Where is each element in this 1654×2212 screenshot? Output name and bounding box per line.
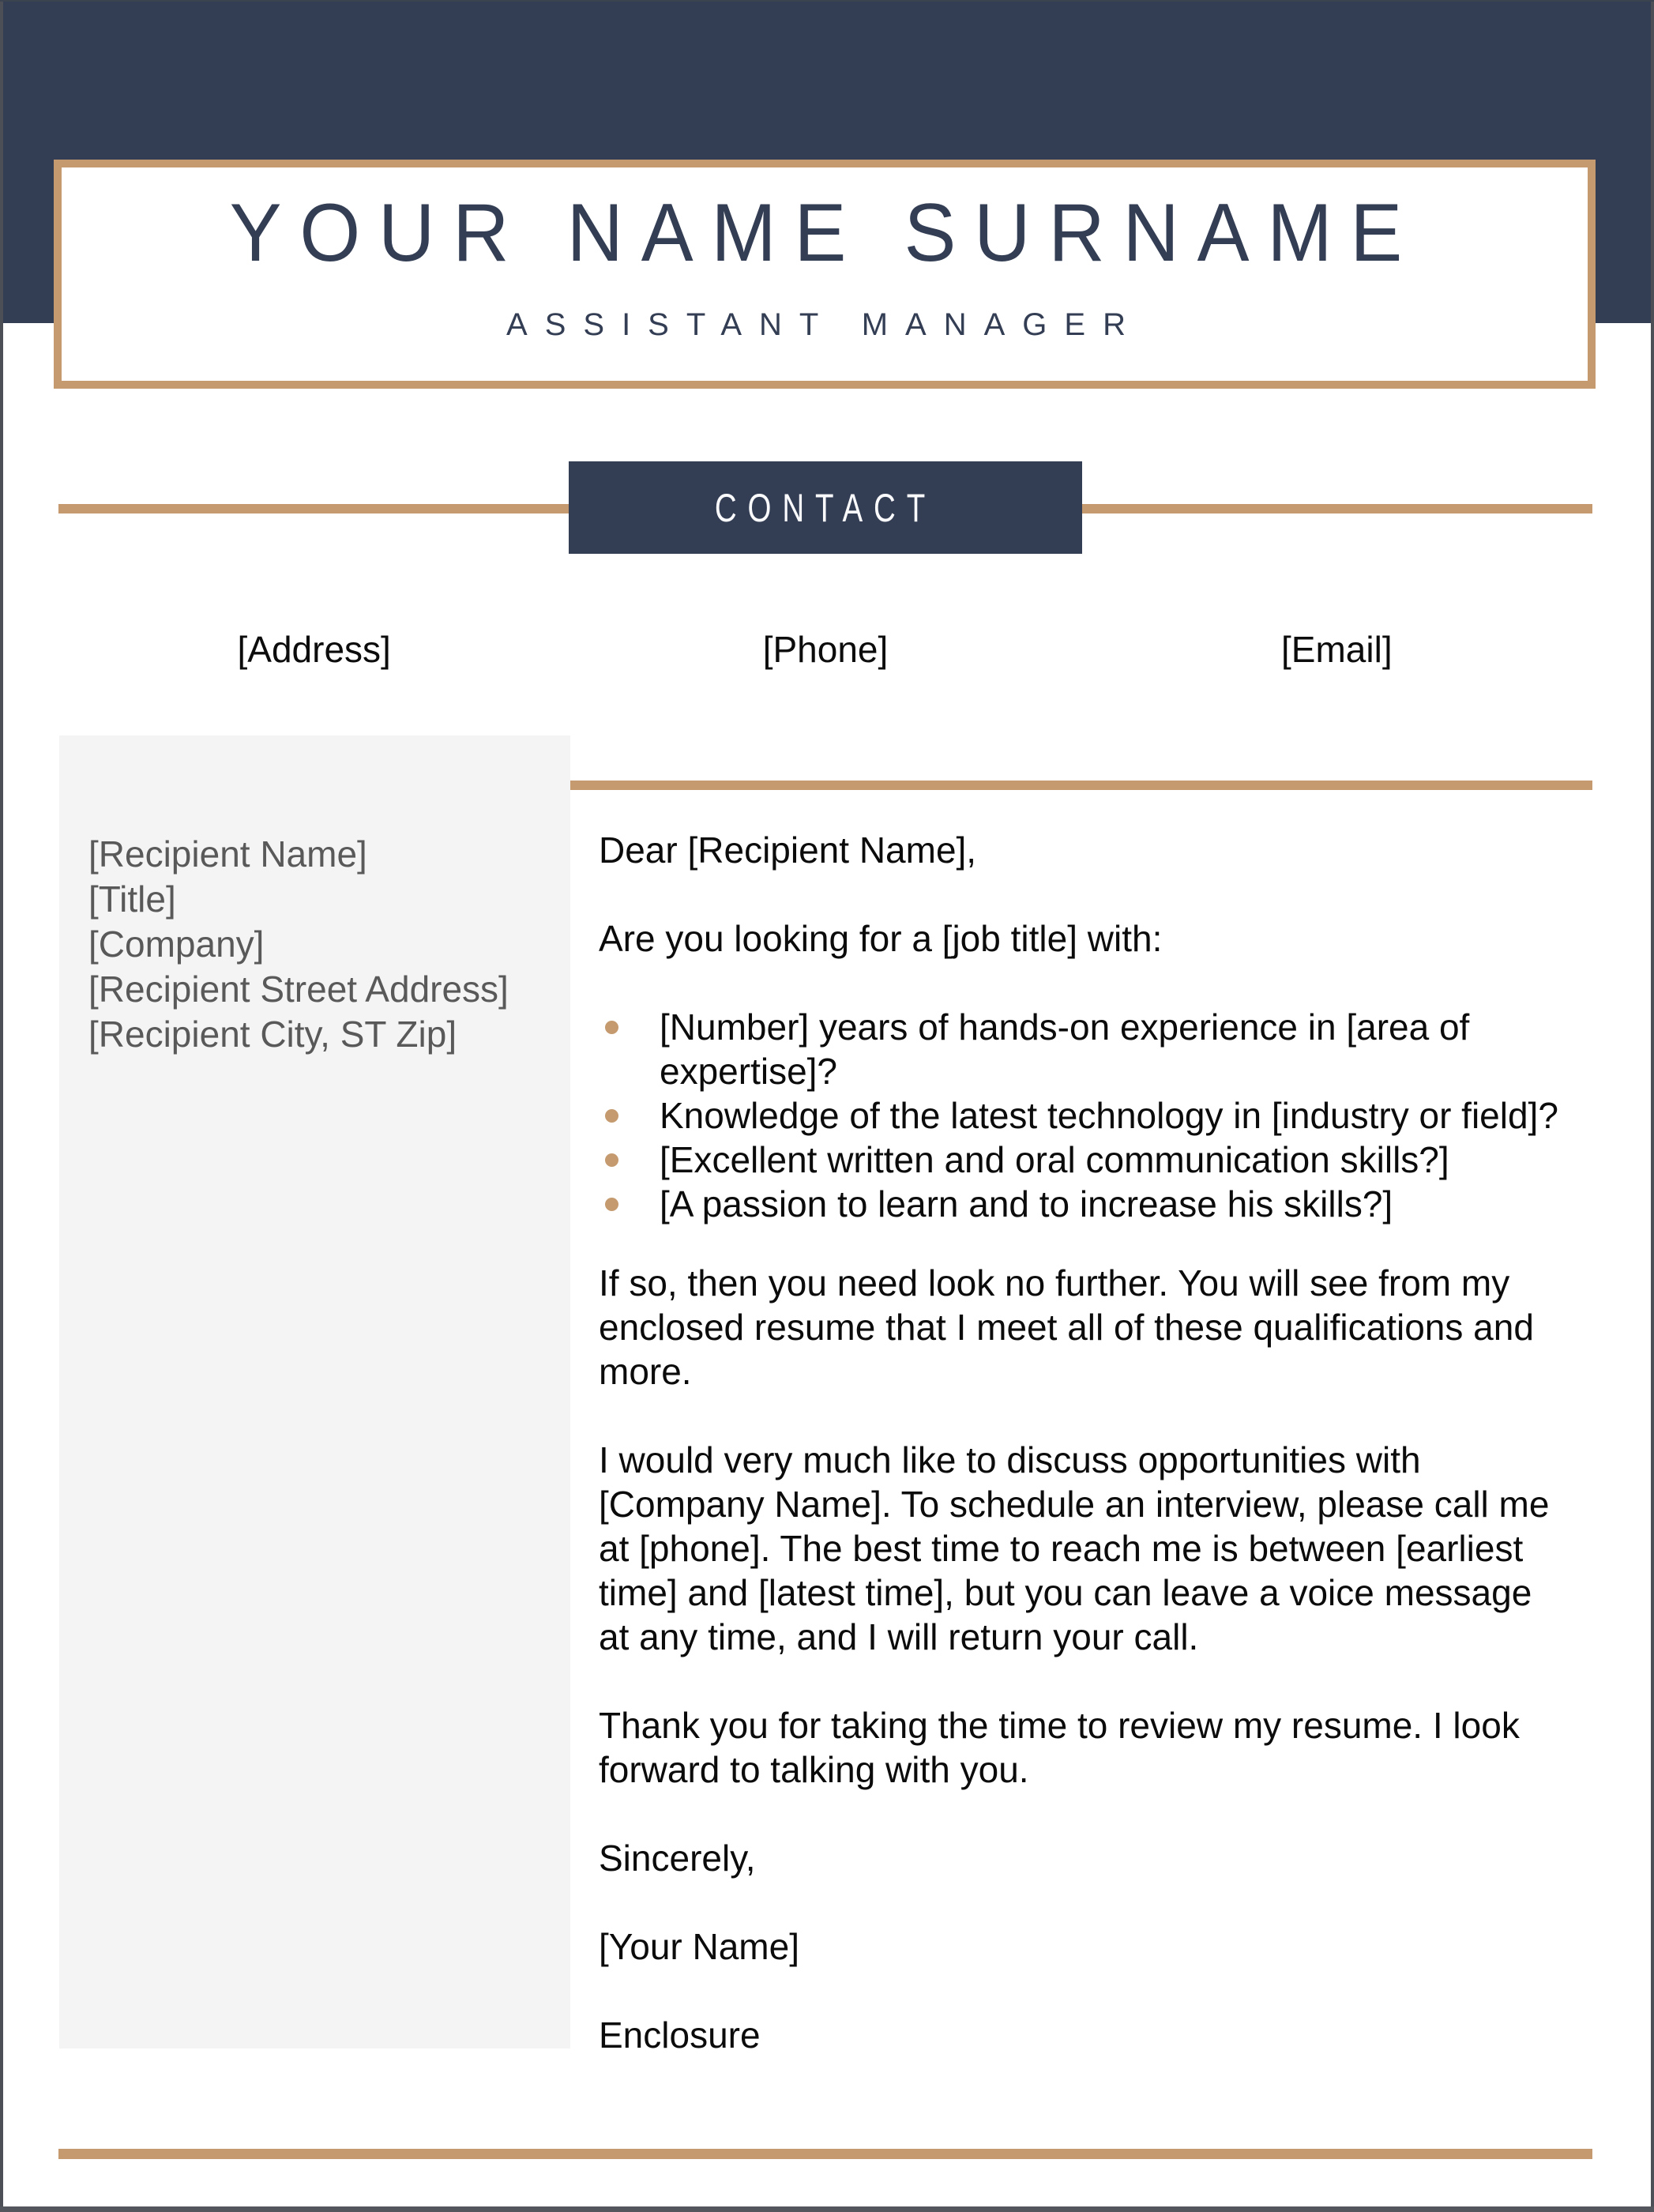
salutation: Dear [Recipient Name], — [599, 830, 977, 871]
recipient-title-line: [Title] — [88, 878, 176, 920]
bullet-dot — [605, 1153, 618, 1167]
contact-fields-row — [58, 630, 1592, 669]
bullet-dot — [605, 1109, 618, 1123]
page-border-left — [0, 0, 3, 2212]
contact-section-title: CONTACT — [714, 485, 937, 530]
qualification-list — [599, 1005, 1570, 1226]
recipient-city-line: [Recipient City, ST Zip] — [88, 1014, 457, 1055]
recipient-company-line: [Company] — [88, 924, 265, 965]
qualification-item — [599, 1093, 1570, 1138]
paragraph-qualifications: If so, then you need look no further. You will see from my enclosed resume that I meet all of these qualifications and more. — [599, 1262, 1534, 1392]
recipient-street-line: [Recipient Street Address] — [88, 969, 509, 1010]
paragraph-thanks: Thank you for taking the time to review my resume. I look forward to talking with you. — [599, 1705, 1520, 1790]
recipient-panel — [59, 735, 570, 2048]
signature: [Your Name] — [599, 1926, 799, 1967]
recipient-name-line: [Recipient Name] — [88, 833, 367, 875]
name-plate — [54, 160, 1596, 389]
contact-section-badge — [569, 461, 1082, 554]
enclosure: Enclosure — [599, 2014, 761, 2056]
footer-rule — [58, 2149, 1592, 2159]
email-placeholder: [Email] — [1281, 629, 1393, 670]
letter-body — [599, 828, 1570, 2101]
person-name: YOUR NAME SURNAME — [229, 187, 1420, 279]
qualification-text: [Number] years of hands-on experience in [area of expertise]? — [660, 1006, 1470, 1092]
paragraph-interview: I would very much like to discuss opportunities with [Company Name]. To schedule an interview, please call me at [phone]. The best time to reach me is between [earliest time] and [latest time], but you can leave a voice message at any time, and I will return your call. — [599, 1439, 1550, 1657]
letter-top-rule — [570, 781, 1592, 790]
closing: Sincerely, — [599, 1838, 756, 1879]
qualification-item — [599, 1005, 1570, 1093]
phone-placeholder: [Phone] — [762, 629, 889, 670]
person-role: ASSISTANT MANAGER — [506, 307, 1143, 342]
page-border-bottom — [0, 2206, 1654, 2212]
bullet-dot — [605, 1198, 618, 1211]
page-border-top — [0, 0, 1654, 2]
qualification-text: [Excellent written and oral communication skills?] — [660, 1139, 1449, 1180]
page-border-right — [1651, 0, 1654, 2212]
qualification-text: Knowledge of the latest technology in [industry or field]? — [660, 1095, 1558, 1136]
bullet-dot — [605, 1021, 618, 1034]
qualification-item — [599, 1138, 1570, 1182]
intro-line: Are you looking for a [job title] with: — [599, 918, 1163, 959]
address-placeholder: [Address] — [237, 629, 391, 670]
qualification-text: [A passion to learn and to increase his skills?] — [660, 1183, 1393, 1224]
qualification-item — [599, 1182, 1570, 1226]
